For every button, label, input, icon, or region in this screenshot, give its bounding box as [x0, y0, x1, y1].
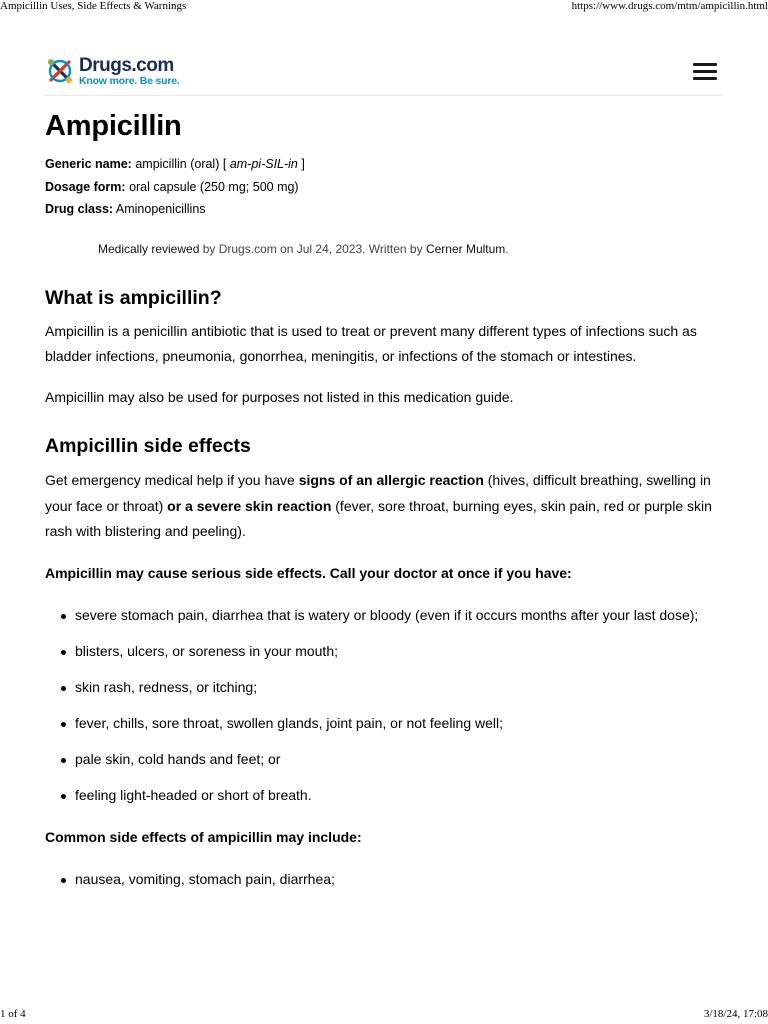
- author-link[interactable]: Cerner Multum: [425, 241, 506, 256]
- logo-text: [79, 56, 180, 87]
- emergency-text-1: Get emergency medical help if you have: [45, 472, 299, 488]
- generic-name-close: ]: [301, 157, 305, 171]
- drug-class-label: Drug class:: [45, 202, 114, 216]
- logo-tagline: Know more. Be sure.: [79, 75, 180, 87]
- list-item-text: severe stomach pain, diarrhea that is watery or bloody (even if it occurs months after your last dose);: [75, 607, 699, 623]
- serious-side-effects-list: [45, 603, 725, 809]
- emergency-bold-1: signs of an allergic reaction: [298, 472, 484, 488]
- generic-name-value: ampicillin (oral) [: [135, 157, 227, 171]
- generic-name-label: Generic name:: [45, 157, 132, 171]
- serious-side-effects-intro: Ampicillin may cause serious side effects. Call your doctor at once if you have:: [45, 564, 572, 581]
- print-page-url: https://www.drugs.com/mtm/ampicillin.html: [571, 0, 768, 12]
- emergency-paragraph: [45, 468, 725, 545]
- print-footer: [0, 1008, 768, 1020]
- other-uses-paragraph: Ampicillin may also be used for purposes not listed in this medication guide.: [45, 388, 514, 405]
- bullet-icon: [61, 758, 66, 763]
- list-item-text: nausea, vomiting, stomach pain, diarrhea;: [75, 871, 335, 887]
- review-byline: [98, 239, 725, 259]
- drug-meta: [45, 153, 725, 221]
- side-effects-heading: Ampicillin side effects: [45, 435, 251, 457]
- list-item: [45, 747, 725, 773]
- bullet-icon: [61, 794, 66, 799]
- list-item-text: skin rash, redness, or itching;: [75, 679, 258, 695]
- bullet-icon: [61, 878, 66, 883]
- list-item: [45, 711, 725, 737]
- generic-name-row: [45, 153, 725, 176]
- list-item-text: pale skin, cold hands and feet; or: [75, 751, 281, 767]
- list-item: [45, 603, 725, 629]
- bullet-icon: [61, 650, 66, 655]
- logo-name: Drugs.com: [79, 55, 174, 76]
- drugs-com-logo-icon: [45, 56, 75, 86]
- list-item: [45, 783, 725, 809]
- bullet-icon: [61, 686, 66, 691]
- dosage-form-row: [45, 176, 725, 199]
- medically-reviewed-link[interactable]: Medically reviewed: [98, 241, 200, 256]
- review-end: .: [505, 241, 509, 256]
- common-side-effects-intro: Common side effects of ampicillin may include:: [45, 828, 362, 845]
- article: [45, 106, 725, 903]
- print-page-number: 1 of 4: [0, 1008, 26, 1020]
- dosage-form-label: Dosage form:: [45, 179, 126, 194]
- bullet-icon: [61, 614, 66, 619]
- common-side-effects-list: [45, 867, 725, 893]
- drug-class-row: [45, 198, 725, 221]
- pronunciation: am-pi-SIL-in: [229, 157, 298, 171]
- page-title: Ampicillin: [45, 110, 182, 142]
- print-page-title: Ampicillin Uses, Side Effects & Warnings: [0, 0, 187, 12]
- review-by: by: [199, 241, 219, 256]
- emergency-text-2: (hives, difficult breathing, swelling in your face or throat): [45, 472, 711, 514]
- what-is-heading: What is ampicillin?: [45, 286, 222, 309]
- dosage-form-value: oral capsule (250 mg; 500 mg): [129, 179, 299, 194]
- list-item: [45, 639, 725, 665]
- print-datetime: 3/18/24, 17:08: [703, 1008, 768, 1020]
- print-header: [0, 0, 768, 12]
- bullet-icon: [61, 722, 66, 727]
- emergency-text-3: (fever, sore throat, burning eyes, skin pain, red or purple skin rash with blistering and peeling).: [45, 497, 712, 539]
- list-item: [45, 867, 725, 893]
- emergency-bold-2: or a severe skin reaction: [167, 497, 332, 514]
- site-logo-link[interactable]: [45, 56, 180, 87]
- reviewer-link[interactable]: Drugs.com: [218, 241, 277, 256]
- list-item: [45, 675, 725, 701]
- list-item-text: fever, chills, sore throat, swollen glands, joint pain, or not feeling well;: [75, 715, 504, 731]
- hamburger-menu-icon[interactable]: [693, 62, 717, 82]
- site-header: [45, 50, 723, 96]
- list-item-text: feeling light-headed or short of breath.: [75, 787, 312, 803]
- drug-class-link[interactable]: Aminopenicillins: [115, 202, 206, 216]
- what-is-paragraph: Ampicillin is a penicillin antibiotic that is used to treat or prevent many different types of infections such as bladder infections, pneumonia, gonorrhea, meningitis, or infections of the stomach or intestines.: [45, 322, 697, 364]
- review-date: on Jul 24, 2023. Written by: [276, 241, 426, 256]
- list-item-text: blisters, ulcers, or soreness in your mouth;: [75, 643, 338, 659]
